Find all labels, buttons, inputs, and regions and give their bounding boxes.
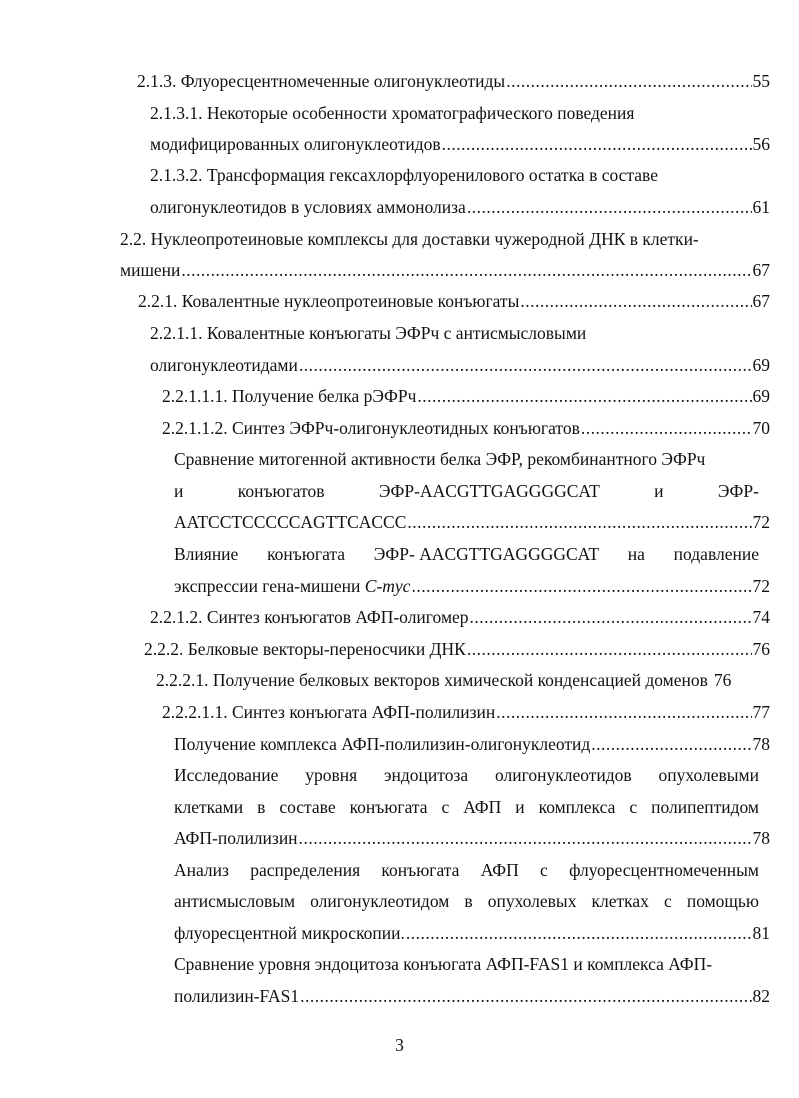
toc-page-number: 67 (752, 291, 770, 311)
dot-leader (181, 259, 751, 281)
dot-leader (299, 827, 752, 849)
dot-leader (506, 70, 751, 92)
toc-entry-line: 2.1.3.1. Некоторые особенности хроматографического поведения (150, 103, 635, 123)
toc-entry-line: 2.2. Нуклеопротеиновые комплексы для доставки чужеродной ДНК в клетки- (120, 229, 699, 249)
toc-entry (137, 70, 770, 92)
toc-entry-title: 2.2.2. Белковые векторы-переносчики ДНК (144, 639, 466, 659)
word: клетках (591, 891, 649, 911)
toc-entry (174, 511, 770, 533)
toc-page-number: 55 (752, 71, 770, 91)
toc-entry (174, 985, 770, 1007)
toc-entry-justified-line (174, 796, 759, 818)
dot-leader (591, 733, 751, 755)
dot-leader (470, 606, 752, 628)
toc-entry (162, 385, 770, 407)
toc-entry-justified-line (174, 859, 759, 881)
toc-entry-line: Сравнение уровня эндоцитоза конъюгата АФП-FAS1 и комплекса АФП- (174, 954, 713, 974)
word: конъюгата (267, 544, 346, 564)
toc-entry-title: модифицированных олигонуклеотидов (150, 134, 441, 154)
toc-entry (150, 196, 770, 218)
word: с (629, 797, 638, 817)
dot-leader (467, 638, 752, 660)
toc-entry-title (174, 575, 410, 597)
toc-page-number: 76 (713, 670, 732, 690)
toc-page-number: 78 (752, 734, 770, 754)
dot-leader (417, 385, 751, 407)
toc-page-number: 72 (752, 576, 770, 596)
toc-entry-justified-line (174, 890, 759, 912)
toc-entry-title: олигонуклеотидами (150, 355, 298, 375)
word: Анализ (174, 860, 229, 880)
word: Исследование (174, 765, 279, 785)
toc-page-number: 61 (752, 197, 770, 217)
word: эндоцитоза (384, 765, 469, 785)
toc-entry-line: Сравнение митогенной активности белка ЭФР, рекомбинантного ЭФРч (174, 449, 706, 469)
word: на (627, 544, 645, 564)
word: опухолевых (487, 891, 577, 911)
toc-page-number: 72 (752, 512, 770, 532)
dot-leader (442, 133, 752, 155)
toc-entry (156, 669, 770, 691)
toc-page-number: 76 (752, 639, 770, 659)
word: конъюгата (349, 797, 428, 817)
toc-entry (150, 606, 770, 628)
word: антисмысловым (174, 891, 296, 911)
toc-entry (174, 733, 770, 755)
dot-leader (411, 575, 751, 597)
page-number: 3 (395, 1035, 404, 1055)
toc-entry-title: 2.2.1. Ковалентные нуклеопротеиновые конъюгаты (138, 291, 520, 311)
toc-entry (144, 638, 770, 660)
toc-entry-title: 2.2.1.1.2. Синтез ЭФРч-олигонуклеотидных конъюгатов (162, 418, 580, 438)
toc-entry-title: AATCCTCCCCCAGTTCACCC (174, 512, 407, 532)
toc-entry-title: Получение комплекса АФП-полилизин-олигонуклеотид (174, 734, 591, 754)
toc-entry (150, 133, 770, 155)
word: комплекса (538, 797, 616, 817)
toc-entry (120, 259, 770, 281)
word: составе (279, 797, 336, 817)
dot-leader (467, 196, 752, 218)
word: АФП (463, 797, 502, 817)
toc-entry-title: олигонуклеотидов в условиях аммонолиза (150, 197, 466, 217)
toc-page-number: 77 (752, 702, 770, 722)
toc-entry-line: 2.2.1.1. Ковалентные конъюгаты ЭФРч с антисмысловыми (150, 323, 587, 343)
word: в (464, 891, 473, 911)
toc-page-number: 69 (752, 355, 770, 375)
toc-entry (150, 354, 770, 376)
gene-name: C-myc (364, 576, 411, 596)
word: ЭФР- (717, 481, 759, 501)
word: с (540, 860, 548, 880)
word: АФП (480, 860, 519, 880)
word: конъюгата (381, 860, 460, 880)
word: уровня (305, 765, 358, 785)
title-text: экспрессии гена-мишени (174, 576, 361, 596)
toc-page-number: 81 (752, 923, 770, 943)
toc-page-number: 67 (752, 260, 770, 280)
word: конъюгатов (237, 481, 325, 501)
toc-page-number: 69 (752, 386, 770, 406)
toc-entry (174, 922, 770, 944)
dot-leader (299, 354, 752, 376)
word: и (654, 481, 664, 501)
word: олигонуклеотидов (494, 765, 632, 785)
word: ЭФР-AACGTTGAGGGGCAT (378, 481, 600, 501)
word: олигонуклеотидом (310, 891, 450, 911)
word-part: ЭФР- (373, 544, 415, 564)
toc-entry (162, 417, 770, 439)
toc-entry (174, 575, 770, 597)
toc-entry (174, 827, 770, 849)
word: и (515, 797, 525, 817)
toc-entry-title: 2.1.3. Флуоресцентномеченные олигонуклеотиды (137, 71, 506, 91)
word: флуоресцентномеченным (569, 860, 759, 880)
word: и (174, 481, 184, 501)
toc-entry-justified-line (174, 543, 759, 565)
toc-entry (138, 290, 770, 312)
toc-page-number: 78 (752, 828, 770, 848)
toc-entry-justified-line (174, 480, 759, 502)
dot-leader (407, 511, 751, 533)
dot-leader (520, 290, 751, 312)
toc-entry-title: 2.2.1.1.1. Получение белка рЭФРч (162, 386, 417, 406)
toc-page-number: 70 (752, 418, 770, 438)
dot-leader (300, 985, 751, 1007)
toc-page-number: 82 (752, 986, 770, 1006)
word: клетками (174, 797, 244, 817)
dot-leader (581, 417, 752, 439)
word: с (663, 891, 672, 911)
toc-entry-title: полилизин-FAS1 (174, 986, 300, 1006)
word: помощью (686, 891, 759, 911)
word: опухолевыми (658, 765, 759, 785)
toc-entry-title: 2.2.2.1. Получение белковых векторов химической конденсацией доменов (156, 670, 708, 690)
toc-entry-title: 2.2.1.2. Синтез конъюгатов АФП-олигомер (150, 607, 469, 627)
toc-entry-title: 2.2.2.1.1. Синтез конъюгата АФП-полилизин (162, 702, 496, 722)
dot-leader (496, 701, 751, 723)
toc-entry-title: флуоресцентной микроскопии. (174, 923, 405, 943)
toc-page-number: 56 (752, 134, 770, 154)
word: подавление (673, 544, 759, 564)
word: Влияние (174, 544, 239, 564)
word: с (441, 797, 450, 817)
word: полипептидом (651, 797, 759, 817)
toc-entry-title: мишени (120, 260, 181, 280)
toc-entry-justified-line (174, 764, 759, 786)
toc-entry (162, 701, 770, 723)
toc-page-number: 74 (752, 607, 770, 627)
toc-entry-title: АФП-полилизин (174, 828, 298, 848)
toc-entry-line: 2.1.3.2. Трансформация гексахлорфлуоренилового остатка в составе (150, 165, 658, 185)
word (374, 543, 599, 565)
word: распределения (250, 860, 361, 880)
word-part: AACGTTGAGGGGCAT (419, 544, 600, 564)
dot-leader (406, 922, 752, 944)
word: в (257, 797, 266, 817)
